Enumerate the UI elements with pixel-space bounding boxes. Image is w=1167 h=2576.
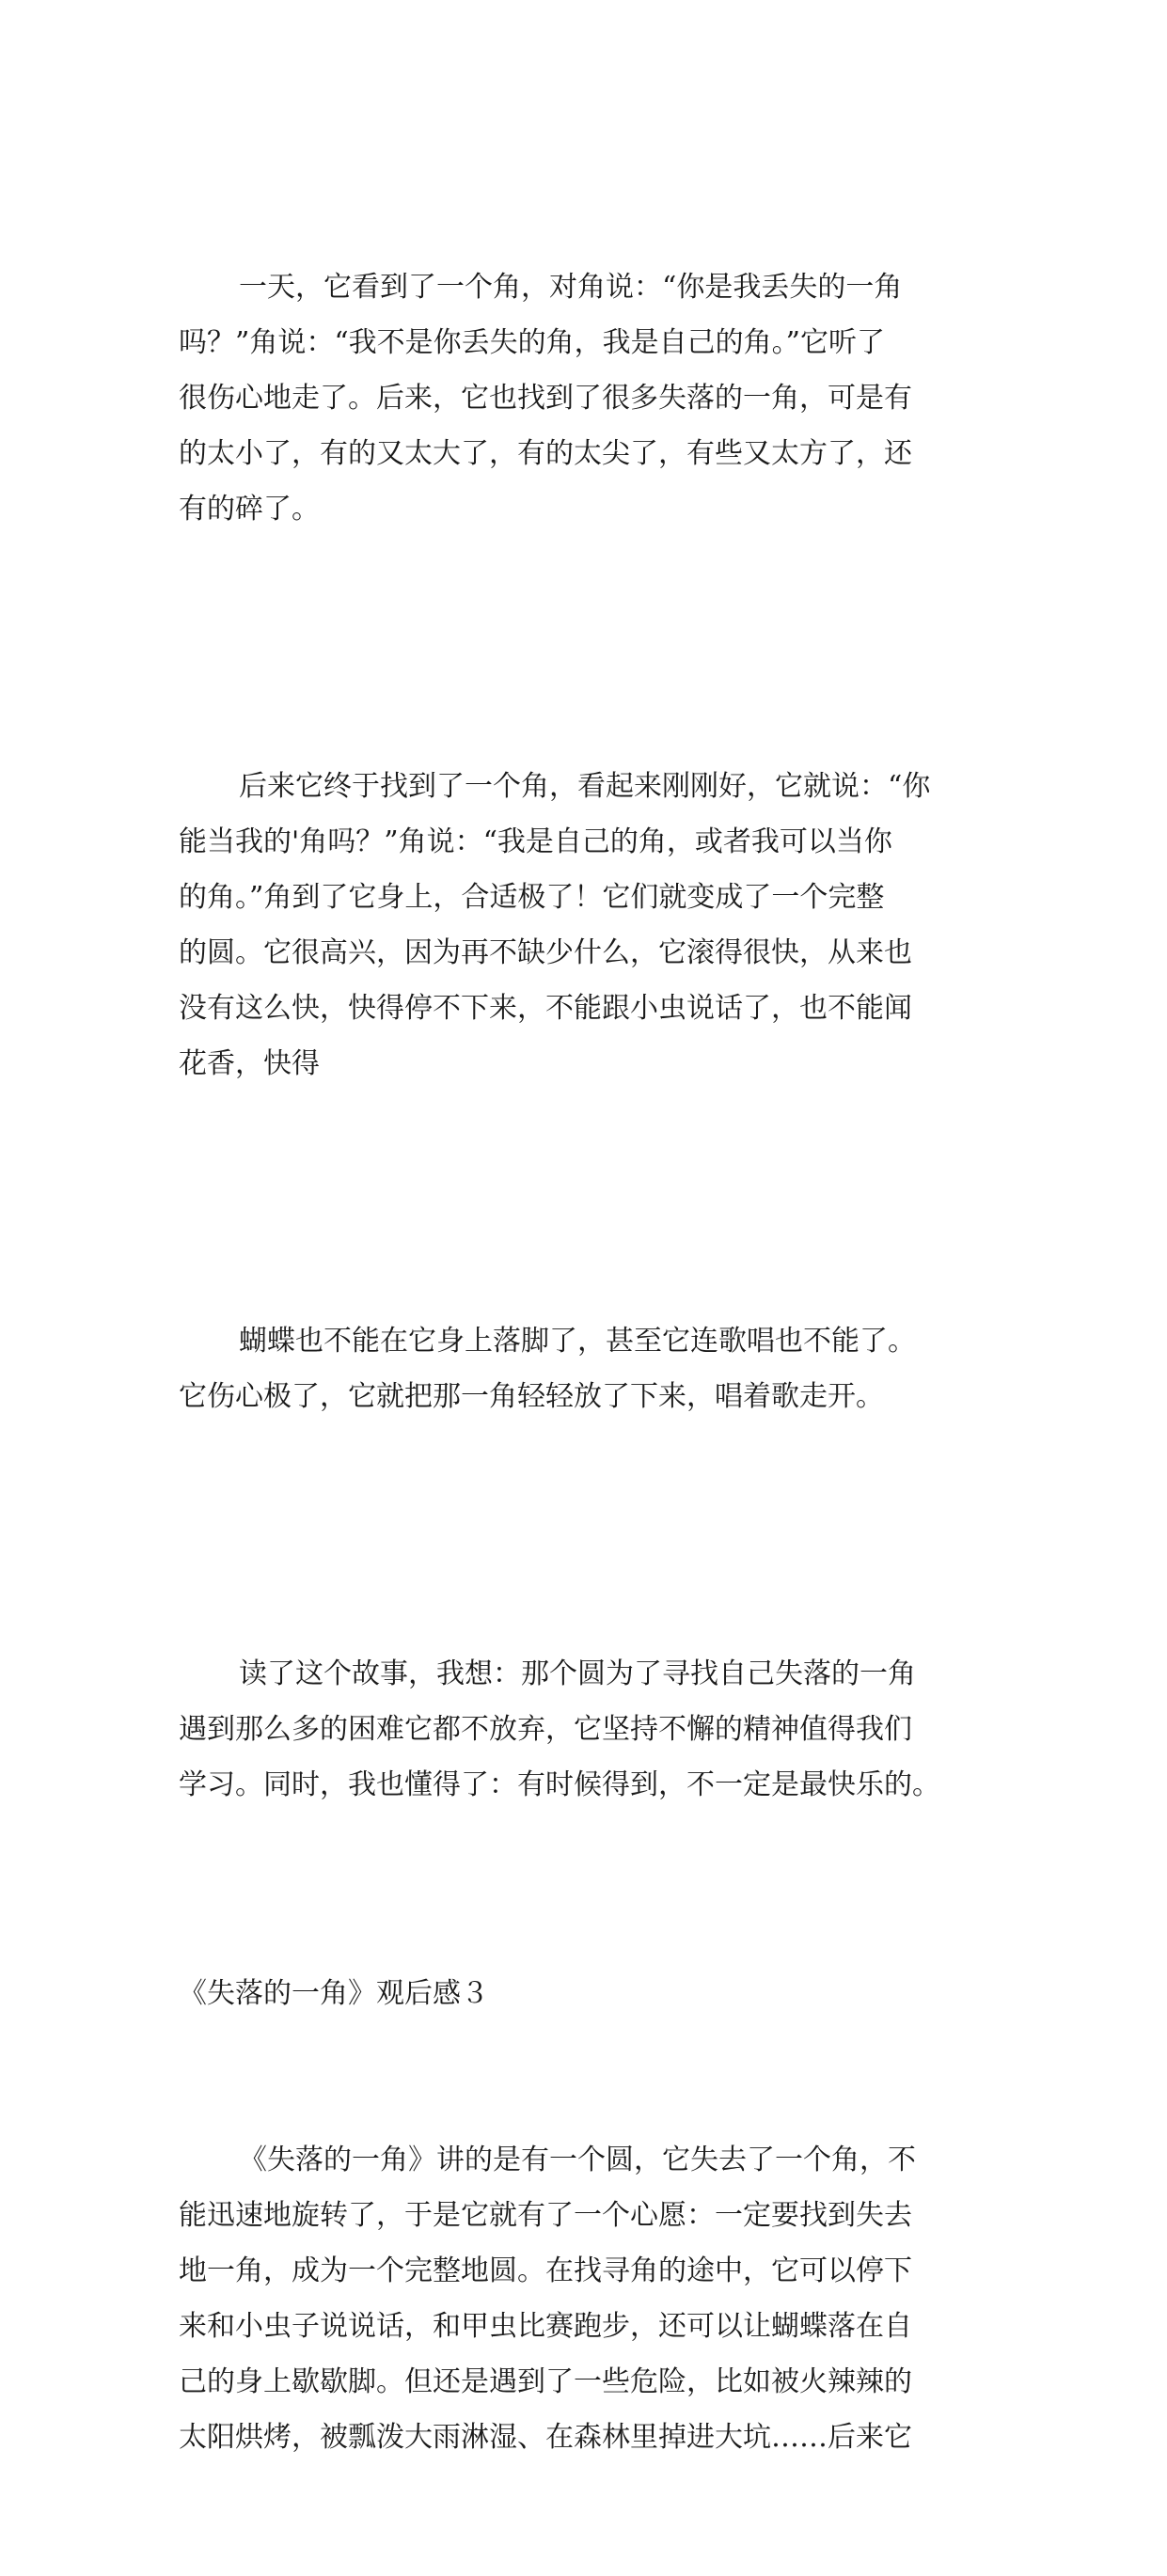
text-line: 花香，快得: [179, 1047, 320, 1080]
text-line: 的太小了，有的又太大了，有的太尖了，有些又太方了，还: [179, 437, 912, 470]
text-line: 太阳烘烤，被瓢泼大雨淋湿、在森林里掉进大坑……后来它: [179, 2421, 912, 2454]
text-line: 很伤心地走了。后来，它也找到了很多失落的一角，可是有: [179, 382, 912, 415]
paragraph: [179, 1535, 987, 1924]
paragraph: [179, 648, 987, 1202]
text-line: 读了这个故事，我想：那个圆为了寻找自己失落的一角: [239, 1657, 916, 1690]
text-line: 它伤心极了，它就把那一角轻轻放了下来，唱着歌走开。: [179, 1380, 884, 1413]
paragraph: [179, 2021, 987, 2576]
text-line: 后来它终于找到了一个角，看起来刚刚好，它就说：“你: [239, 770, 931, 803]
text-line: 的角。”角到了它身上，合适极了！它们就变成了一个完整: [179, 881, 885, 914]
paragraph: [179, 149, 987, 648]
text-line: 蝴蝶也不能在它身上落脚了，甚至它连歌唱也不能了。: [239, 1325, 916, 1358]
section-heading: 《失落的一角》观后感３: [179, 1977, 489, 2010]
text-line: 能当我的'角吗？”角说：“我是自己的角，或者我可以当你: [179, 825, 892, 858]
text-line: 学习。同时，我也懂得了：有时候得到，不一定是最快乐的。: [179, 1768, 940, 1801]
text-line: 能迅速地旋转了，于是它就有了一个心愿：一定要找到失去: [179, 2199, 912, 2232]
document-page: [179, 149, 987, 2576]
section-gap: [179, 1924, 987, 1966]
text-line: 地一角，成为一个完整地圆。在找寻角的途中，它可以停下: [179, 2254, 912, 2287]
text-line: 己的身上歇歇脚。但还是遇到了一些危险，比如被火辣辣的: [179, 2365, 912, 2398]
text-line: 吗？”角说：“我不是你丢失的角，我是自己的角。”它听了: [179, 326, 886, 359]
text-line: 有的碎了。: [179, 493, 320, 526]
text-line: 《失落的一角》讲的是有一个圆，它失去了一个角，不: [239, 2144, 916, 2176]
text-line: 的圆。它很高兴，因为再不缺少什么，它滚得很快，从来也: [179, 936, 912, 969]
text-line: 一天，它看到了一个角，对角说：“你是我丢失的一角: [239, 271, 903, 304]
text-line: 来和小虫子说说话，和甲虫比赛跑步，还可以让蝴蝶落在自: [179, 2310, 912, 2343]
text-line: 没有这么快，快得停不下来，不能跟小虫说话了，也不能闻: [179, 992, 912, 1025]
paragraph: [179, 1202, 987, 1535]
text-line: 遇到那么多的困难它都不放弃，它坚持不懈的精神值得我们: [179, 1713, 912, 1746]
